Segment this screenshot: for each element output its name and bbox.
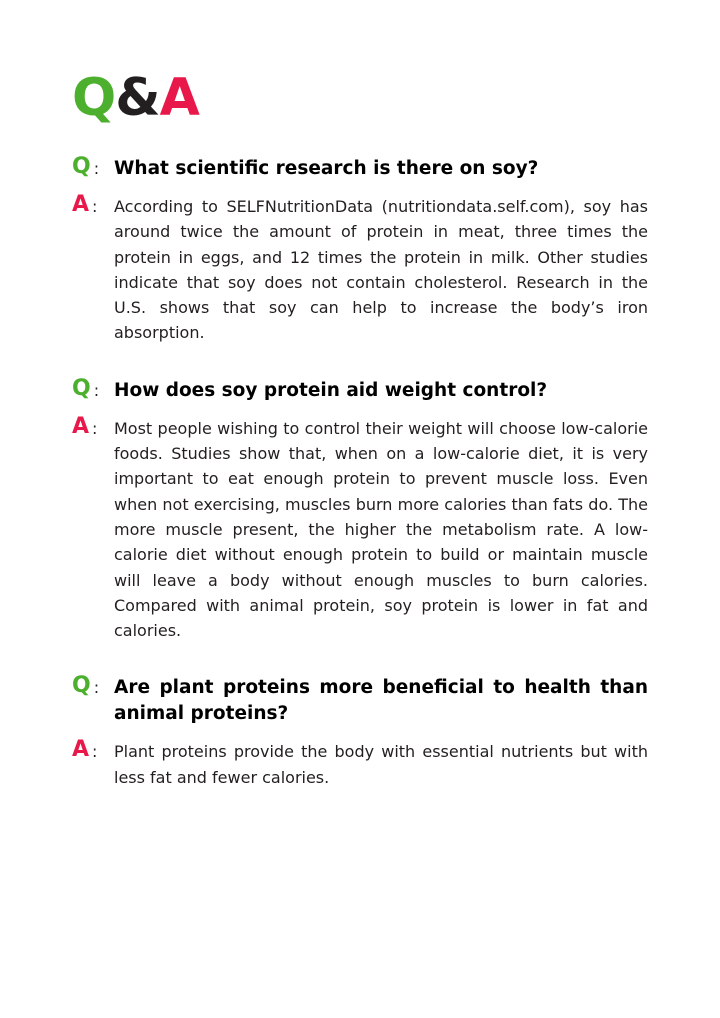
qa-list <box>72 154 648 820</box>
answer-letter: A <box>72 737 90 763</box>
question-row <box>72 376 648 404</box>
question-marker <box>72 376 99 403</box>
qa-item-1 <box>72 154 648 346</box>
question-marker <box>72 673 99 700</box>
question-text: How does soy protein aid weight control? <box>114 379 548 401</box>
marker-colon: : <box>92 418 98 438</box>
marker-colon: : <box>93 678 100 698</box>
answer-text: Most people wishing to control their weight will choose low-calorie foods. Studies show that, when on a low-calorie diet, it is very important to eat enough protein to prevent muscle loss. Even when not exercising, muscles burn more calories than fats do. The more muscle present, the higher the metabolism rate. A low-calorie diet without enough protein to build or maintain muscle will leave a body without enough muscles to burn calories. Compared with animal protein, soy protein is lower in fat and calories. <box>114 418 648 641</box>
question-row <box>72 154 648 182</box>
question-letter: Q <box>72 375 91 401</box>
marker-colon: : <box>92 197 98 216</box>
marker-colon: : <box>93 380 100 400</box>
marker-colon: : <box>92 742 98 762</box>
answer-text: According to SELFNutritionData (nutritiondata.self.com), soy has around twice the amount of protein in meat, three times the protein in eggs, and 12 times the protein in milk. Other studies indicate that soy does not contain cholesterol. Research in the U.S. shows that soy can help to increase the body’s iron absorption. <box>114 197 648 343</box>
qa-item-2 <box>72 376 648 644</box>
answer-marker <box>72 737 97 764</box>
title-q-letter: Q <box>72 68 116 128</box>
answer-marker <box>72 192 97 219</box>
answer-row <box>72 192 648 346</box>
question-text: Are plant proteins more beneficial to health than animal proteins? <box>114 677 648 725</box>
question-marker <box>72 154 99 181</box>
marker-colon: : <box>93 159 100 178</box>
title-ampersand: & <box>115 68 160 128</box>
answer-row <box>72 737 648 790</box>
question-letter: Q <box>72 673 91 699</box>
answer-letter: A <box>72 413 90 439</box>
page-title <box>72 68 199 128</box>
title-a-letter: A <box>159 68 199 128</box>
answer-letter: A <box>72 192 90 217</box>
question-letter: Q <box>72 154 91 179</box>
answer-marker <box>72 414 97 441</box>
qa-item-3 <box>72 673 648 790</box>
answer-text: Plant proteins provide the body with essential nutrients but with less fat and fewer calories. <box>114 742 648 787</box>
question-row <box>72 673 648 727</box>
answer-row <box>72 414 648 644</box>
question-text: What scientific research is there on soy? <box>114 158 539 179</box>
